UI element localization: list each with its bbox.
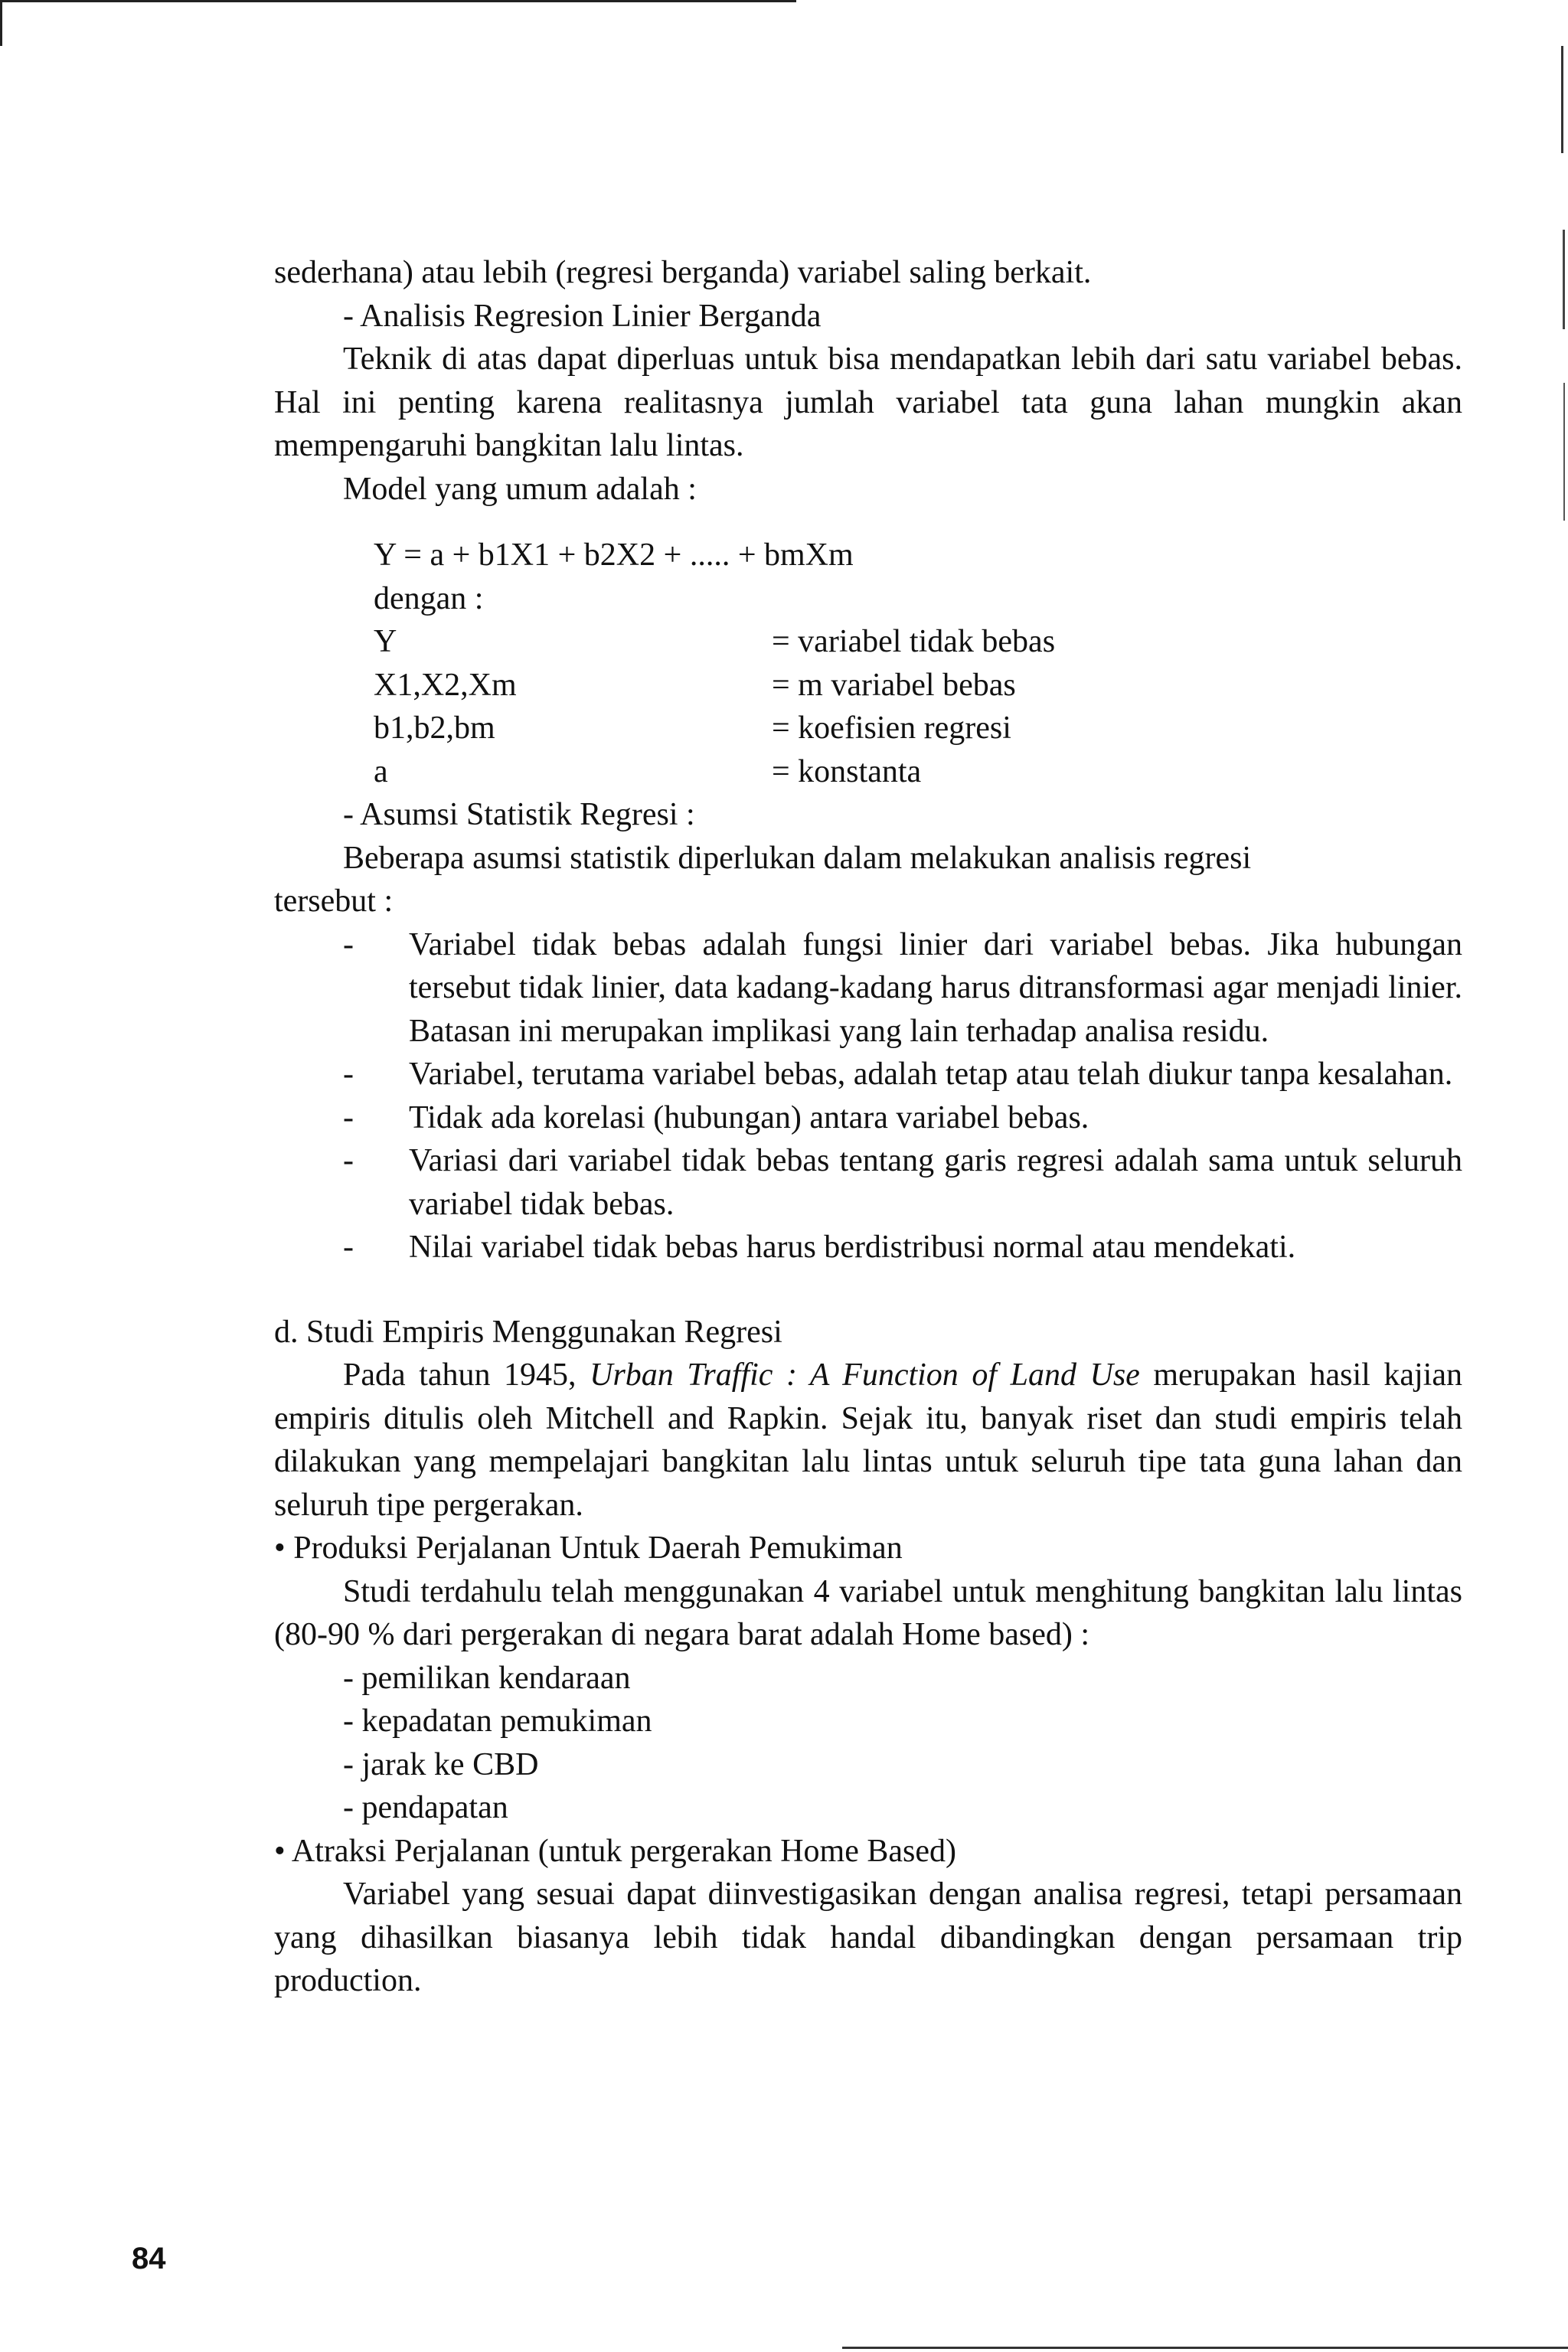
definition-value: = koefisien regresi bbox=[772, 710, 1011, 746]
subheading-asumsi-statistik: - Asumsi Statistik Regresi : bbox=[343, 797, 695, 832]
page-number: 84 bbox=[132, 2242, 166, 2275]
list-item bbox=[274, 1053, 1462, 1096]
dash-bullet: - bbox=[343, 1143, 354, 1178]
definition-row bbox=[374, 750, 1462, 794]
dash-bullet: - bbox=[343, 1230, 354, 1265]
paragraph-text: Pada tahun 1945, bbox=[343, 1357, 590, 1393]
asumsi-intro: Beberapa asumsi statistik diperlukan dalam melakukan analisis regresi bbox=[343, 840, 1252, 876]
bullet-heading-atraksi: • Atraksi Perjalanan (untuk pergerakan Home Based) bbox=[274, 1833, 956, 1869]
formula-dengan: dengan : bbox=[374, 580, 484, 616]
dash-bullet: - bbox=[343, 1099, 354, 1135]
asumsi-intro-continued: tersebut : bbox=[274, 884, 394, 919]
definition-row bbox=[374, 620, 1462, 664]
bullet-heading-produksi: • Produksi Perjalanan Untuk Daerah Pemukiman bbox=[274, 1530, 903, 1566]
section-heading-d: d. Studi Empiris Menggunakan Regresi bbox=[274, 1314, 782, 1350]
list-item bbox=[274, 923, 1462, 1054]
definition-value: = variabel tidak bebas bbox=[772, 624, 1056, 659]
list-item bbox=[274, 1139, 1462, 1226]
definition-value: = m variabel bebas bbox=[772, 667, 1016, 703]
paragraph-atraksi: Variabel yang sesuai dapat diinvestigasikan dengan analisa regresi, tetapi persamaan yang dihasilkan biasanya lebih tidak handal dibandingkan dengan persamaan trip production. bbox=[274, 1877, 1462, 1998]
model-intro: Model yang umum adalah : bbox=[343, 471, 697, 507]
dash-bullet: - bbox=[343, 1057, 354, 1092]
definition-term: a bbox=[374, 753, 388, 789]
list-item: - pendapatan bbox=[343, 1790, 508, 1825]
list-item bbox=[274, 1096, 1462, 1140]
list-item: - kepadatan pemukiman bbox=[343, 1704, 652, 1739]
paragraph-teknik: Teknik di atas dapat diperluas untuk bisa mendapatkan lebih dari satu variabel bebas. Hal ini penting karena realitasnya jumlah variabel tata guna lahan mungkin akan mempengaruhi bangkitan lalu lintas. bbox=[274, 341, 1462, 463]
definition-row bbox=[374, 707, 1462, 750]
formula-block bbox=[274, 534, 1462, 793]
subheading-analisis-regresi-linier-berganda: - Analisis Regresion Linier Berganda bbox=[343, 298, 822, 334]
paragraph-studi-empiris bbox=[274, 1354, 1462, 1527]
scan-border-right bbox=[1563, 230, 1565, 329]
definition-term: Y bbox=[374, 624, 397, 659]
scan-border-bottom bbox=[842, 2347, 1568, 2349]
dash-bullet: - bbox=[343, 926, 354, 962]
list-item-text: Variabel, terutama variabel bebas, adalah tetap atau telah diukur tanpa kesalahan. bbox=[409, 1057, 1453, 1092]
list-item-text: Variabel tidak bebas adalah fungsi linier dari variabel bebas. Jika hubungan tersebut tidak linier, data kadang-kadang harus ditransformasi agar menjadi linier. Batasan ini merupakan implikasi yang lain terhadap analisa residu. bbox=[409, 926, 1462, 1049]
definition-term: X1,X2,Xm bbox=[374, 667, 517, 703]
list-item-text: Tidak ada korelasi (hubungan) antara variabel bebas. bbox=[409, 1099, 1089, 1135]
paragraph-continuation: sederhana) atau lebih (regresi berganda) variabel saling berkait. bbox=[274, 255, 1092, 290]
paragraph-produksi: Studi terdahulu telah menggunakan 4 variabel untuk menghitung bangkitan lalu lintas (80-90 % dari pergerakan di negara barat adalah Home based) : bbox=[274, 1573, 1462, 1652]
list-item: - jarak ke CBD bbox=[343, 1746, 539, 1782]
list-item-text: Variasi dari variabel tidak bebas tentang garis regresi adalah sama untuk seluruh variabel tidak bebas. bbox=[409, 1143, 1462, 1222]
scan-border-left bbox=[0, 0, 2, 46]
scan-border-right bbox=[1563, 383, 1565, 521]
asumsi-list bbox=[274, 923, 1462, 1269]
list-item: - pemilikan kendaraan bbox=[343, 1660, 631, 1696]
definition-value: = konstanta bbox=[772, 753, 922, 789]
book-title: Urban Traffic : A Function of Land Use bbox=[590, 1357, 1140, 1393]
paragraph-text: merupakan hasil kajian empiris ditulis oleh Mitchell and Rapkin. Sejak itu, banyak riset dan studi empiris telah dilakukan yang mempelajari bangkitan lalu lintas untuk seluruh tipe tata guna lahan dan seluruh tipe pergerakan. bbox=[274, 1357, 1462, 1523]
page-body bbox=[274, 251, 1462, 2003]
definition-row bbox=[374, 664, 1462, 707]
list-item-text: Nilai variabel tidak bebas harus berdistribusi normal atau mendekati. bbox=[409, 1230, 1296, 1265]
scan-border-right bbox=[1561, 46, 1563, 153]
scan-border-top bbox=[0, 0, 796, 2]
list-item bbox=[274, 1226, 1462, 1269]
definition-term: b1,b2,bm bbox=[374, 710, 495, 746]
regression-equation: Y = a + b1X1 + b2X2 + ..... + bmXm bbox=[374, 537, 854, 573]
